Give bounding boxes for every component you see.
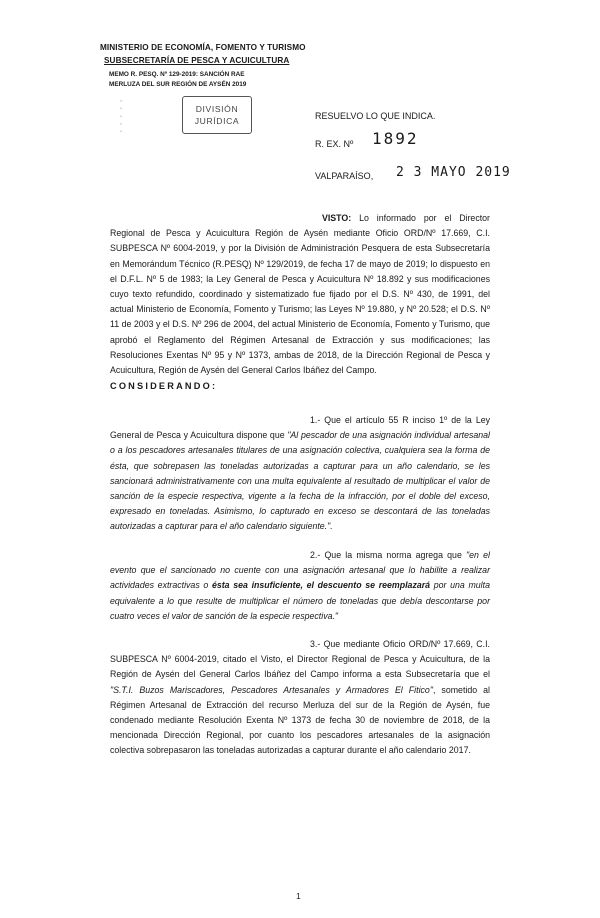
considerando-2-quote-bold: ésta sea insuficiente, el descuento se reemplazará (211, 580, 431, 591)
considerando-3-text-b: , sometido al Régimen Artesanal de Extracción del recurso Merluza del sur de la Región de Aysén, fue condenado mediante Resolución Exenta Nº 1373 de fecha 30 de noviembre de 2018, de la mencionada Dirección Regional, por cuanto los pescadores artesanales de la asignación colectiva sobrepasaron las toneladas autorizadas a capturar durante el año calendario 2017. (110, 684, 491, 756)
juridica-stamp (182, 96, 252, 134)
side-seal: ◦ ◦ ◦ ◦ ◦ (118, 97, 124, 134)
place-label: VALPARAÍSO, (315, 171, 374, 181)
considerando-3 (110, 637, 490, 759)
considerando-heading: CONSIDERANDO: (110, 381, 218, 391)
subsecretaria-name: SUBSECRETARÍA DE PESCA Y ACUICULTURA (104, 56, 290, 65)
considerando-2 (110, 548, 490, 624)
considerando-1 (110, 413, 490, 535)
considerando-2-quote-b: por una multa equivalente a lo que resulte de multiplicar el número de toneladas que debía descontarse por cuatro veces el valor de sanción de la especie respectiva." (110, 580, 490, 621)
visto-paragraph (110, 211, 490, 378)
ministry-name: MINISTERIO DE ECONOMÍA, FOMENTO Y TURISMO (100, 43, 306, 52)
stamp-line-1: DIVISIÓN (195, 104, 239, 114)
visto-label: VISTO: (322, 213, 352, 223)
considerando-3-quote: "S.T.I. Buzos Mariscadores, Pescadores Artesanales y Armadores El Fitico" (110, 684, 433, 695)
memo-reference: MEMO R. PESQ. Nº 129-2019: SANCIÓN RAE (109, 71, 245, 78)
page-number: 1 (296, 891, 301, 901)
resolution-title: RESUELVO LO QUE INDICA. (315, 111, 436, 121)
considerando-1-intro: 1.- Que el artículo 55 R inciso 1º de la Ley General de Pesca y Acuicultura dispone que (110, 415, 490, 441)
considerando-2-quote-a: "en el evento que el sancionado no cuente con una asignación artesanal que lo habilite a realizar actividades extractivas o (110, 550, 490, 591)
stamp-line-2: JURÍDICA (194, 116, 240, 126)
rex-number: 1892 (372, 129, 419, 148)
rex-label: R. EX. Nº (315, 139, 354, 149)
memo-subject: MERLUZA DEL SUR REGIÓN DE AYSÉN 2019 (109, 81, 247, 88)
considerando-3-text-a: 3.- Que mediante Oficio ORD/Nº 17.669, C.I. SUBPESCA Nº 6004-2019, citado el Visto, el Director Regional de Pesca y Acuicultura, de la Región de Aysén del General Carlos Ibáñez del Campo informa a esta Subsecretaría que el (110, 639, 490, 680)
considerando-2-intro: 2.- Que la misma norma agrega que (310, 550, 462, 560)
visto-text: Lo informado por el Director Regional de Pesca y Acuicultura Región de Aysén mediante Oficio ORD/Nº 17.669, C.I. SUBPESCA Nº 6004-2019, y por la División de Administración Pesquera de esta Subsecretaría en Memorándum Técnico (R.PESQ) Nº 129/2019, de fecha 17 de mayo de 2019; lo dispuesto en el D.F.L. Nº 5 de 1983; la Ley General de Pesca y Acuicultura Nº 18.892 y sus modificaciones cuyo texto refundido, coordinado y sistematizado fue fijado por el D.S. Nº 430, de 1991, del actual Ministerio de Economía, Fomento y Turismo; las Leyes Nº 19.880, y Nº 20.528; el D.S. Nº 11 de 2003 y el D.S. Nº 296 de 2004, del actual Ministerio de Economía, Fomento y Turismo, que aprobó el Reglamento del Régimen Artesanal de Extracción y sus modificaciones; las Resoluciones Exentas Nº 95 y Nº 1373, ambas de 2018, de la Dirección Regional de Pesca y Acuicultura, Región de Aysén del General Carlos Ibáñez del Campo. (110, 213, 490, 376)
resolution-date: 2 3 MAYO 2019 (396, 165, 511, 180)
considerando-1-quote: "Al pescador de una asignación individual artesanal o a los pescadores artesanales titulares de una asignación colectiva, cualquiera sea la forma de ésta, que sobrepasen las toneladas autorizadas a capturar para un año calendario, se les sancionará administrativamente con una multa equivalente al resultado de multiplicar el valor de sanción de la especie respectiva, vigente a la fecha de la infracción, por el doble del exceso, expresado en toneladas. Asimismo, lo capturado en exceso se descontará de las toneladas autorizadas a capturar para el año calendario siguiente.". (110, 430, 490, 532)
